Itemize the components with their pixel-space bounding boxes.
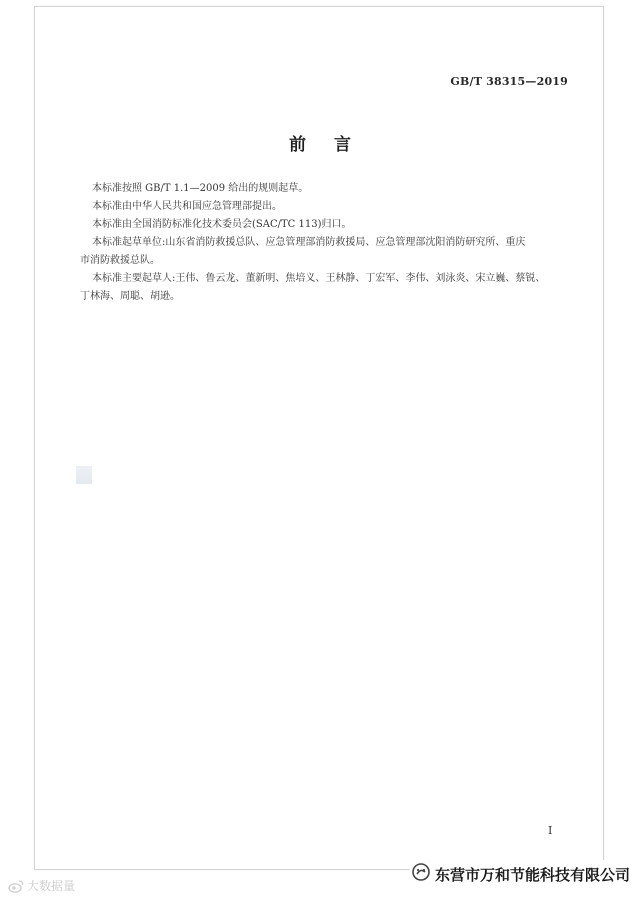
paragraph-continuation: 市消防救援总队。: [80, 255, 160, 266]
watermark-text: 大数据量: [27, 879, 76, 893]
foreword-body: [80, 180, 578, 306]
paragraph: 本标准主要起草人:王伟、鲁云龙、董新明、焦培义、王林静、丁宏军、李伟、刘泳炎、宋立巍、蔡锐、: [92, 273, 546, 284]
paragraph-continuation: 丁林海、周聪、胡逊。: [80, 291, 180, 302]
standard-code: GB/T 38315—2019: [450, 75, 568, 88]
paragraph: 本标准由全国消防标准化技术委员会(SAC/TC 113)归口。: [92, 219, 352, 230]
page-title: [0, 130, 640, 155]
paragraph: 本标准由中华人民共和国应急管理部提出。: [92, 201, 282, 212]
weibo-icon: [8, 879, 24, 893]
wechat-official-account-icon: [411, 862, 431, 886]
title-part-1: 前: [289, 135, 306, 155]
scan-artifact: [76, 466, 92, 484]
page-number: I: [548, 824, 553, 837]
paragraph: 本标准起草单位:山东省消防救援总队、应急管理部消防救援局、应急管理部沈阳消防研究所、重庆: [92, 237, 526, 248]
paragraph: 本标准按照 GB/T 1.1—2009 给出的规则起草。: [92, 183, 309, 194]
brand-signature[interactable]: [409, 860, 632, 888]
watermark: [8, 877, 75, 894]
brand-name: 东营市万和节能科技有限公司: [434, 865, 630, 884]
title-part-2: 言: [334, 135, 351, 155]
